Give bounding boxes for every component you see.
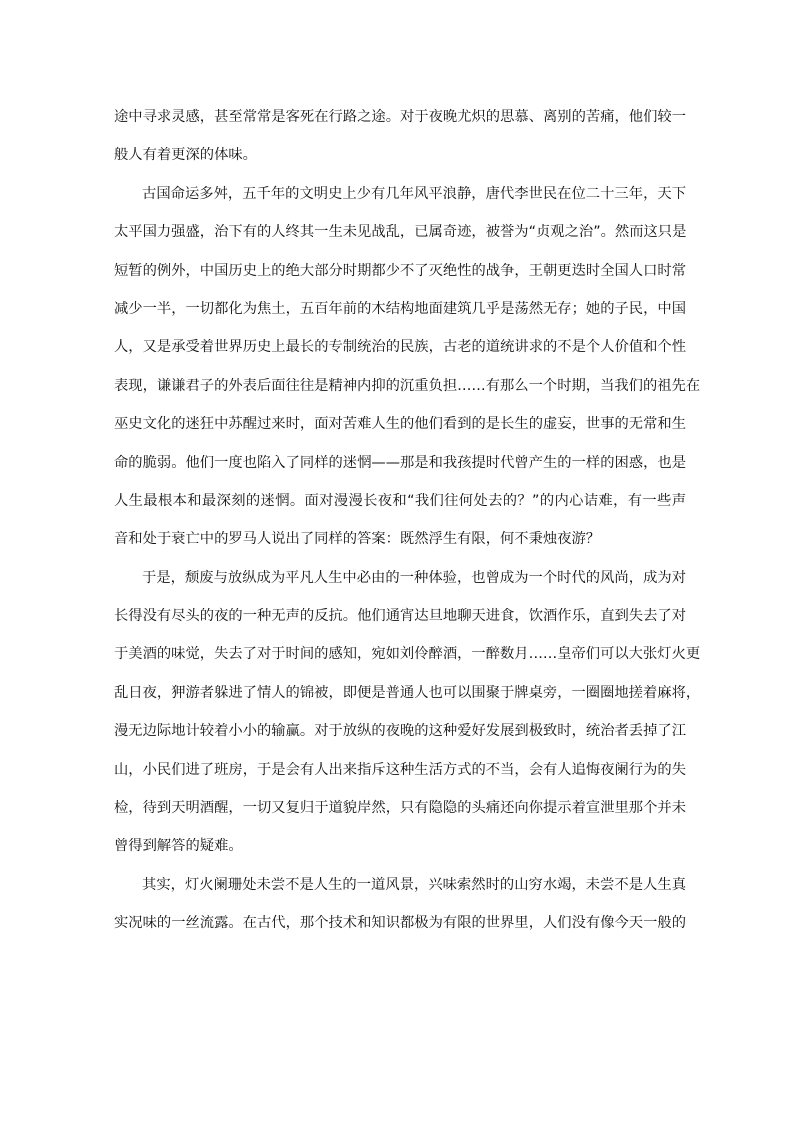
- text-line: 短暂的例外，中国历史上的绝大部分时期都少不了灭绝性的战争，王朝更迭时全国人口时常: [114, 262, 686, 279]
- text-line: 山，小民们进了班房，于是会有人出来指斥这种生活方式的不当，会有人追悔夜阑行为的失: [114, 761, 686, 778]
- text-line: 其实，灯火阑珊处未尝不是人生的一道风景，兴味索然时的山穷水竭，未尝不是人生真: [142, 876, 686, 893]
- text-line: 实况味的一丝流露。在古代，那个技术和知识都极为有限的世界里，人们没有像今天一般的: [114, 915, 686, 932]
- text-line: 命的脆弱。他们一度也陷入了同样的迷惘——那是和我孩提时代曾产生的一样的困惑，也是: [114, 454, 686, 471]
- paragraph: [114, 565, 701, 860]
- text-line: 曾得到解答的疑难。: [114, 838, 243, 855]
- text-line: 太平国力强盛，治下有的人终其一生未见战乱，已属奇迹，被誉为“贞观之治”。然而这只是: [114, 224, 687, 241]
- text-line: 巫史文化的迷狂中苏醒过来时，面对苦难人生的他们看到的是长生的虚妄，世事的无常和生: [114, 416, 686, 433]
- text-line: 表现，谦谦君子的外表后面往往是精神内抑的沉重负担……有那么一个时期，当我们的祖先在: [114, 377, 701, 394]
- paragraph: [114, 872, 686, 936]
- text-line: 于美酒的味觉，失去了对于时间的感知，宛如刘伶醉酒，一醉数月……皇帝们可以大张灯火更: [114, 646, 701, 663]
- text-line: 途中寻求灵感，甚至常常是客死在行路之途。对于夜晚尤炽的思慕、离别的苦痛，他们较一: [114, 109, 686, 125]
- text-line: 般人有着更深的体味。: [114, 147, 257, 164]
- text-line: 漫无边际地计较着小小的输赢。对于放纵的夜晚的这种爱好发展到极致时，统治者丢掉了江: [114, 723, 686, 740]
- text-line: 长得没有尽头的夜的一种无声的反抗。他们通宵达旦地聊天进食，饮酒作乐，直到失去了对: [114, 608, 686, 625]
- document-page: [114, 104, 701, 949]
- text-line: 人，又是承受着世界历史上最长的专制统治的民族，古老的道统讲求的不是个人价值和个性: [114, 339, 686, 356]
- text-line: 减少一半，一切都化为焦土，五百年前的木结构地面建筑几乎是荡然无存；她的子民，中国: [114, 300, 686, 317]
- text-line: 古国命运多舛，五千年的文明史上少有几年风平浪静，唐代李世民在位二十三年，天下: [142, 185, 686, 202]
- paragraph: [114, 104, 686, 168]
- text-line: 检，待到天明酒醒，一切又复归于道貌岸然，只有隐隐的头痛还向你提示着宣泄里那个并未: [114, 800, 686, 817]
- text-line: 于是，颓废与放纵成为平凡人生中必由的一种体验，也曾成为一个时代的风尚，成为对: [142, 569, 686, 586]
- text-line: 人生最根本和最深刻的迷惘。面对漫漫长夜和“我们往何处去的？”的内心诘难，有一些声: [114, 492, 686, 509]
- text-line: 乱日夜，狎游者躲进了情人的锦被，即便是普通人也可以围聚于牌桌旁，一圈圈地搓着麻将，: [114, 684, 701, 701]
- paragraph: [114, 181, 701, 553]
- text-line: 音和处于衰亡中的罗马人说出了同样的答案：既然浮生有限，何不秉烛夜游？: [114, 531, 601, 548]
